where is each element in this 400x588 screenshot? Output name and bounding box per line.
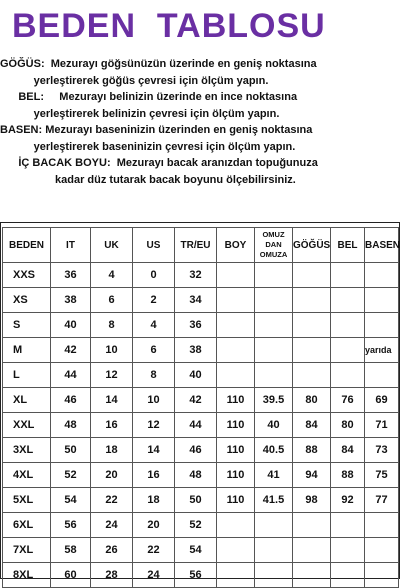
cell-it: 60 [51, 563, 91, 588]
table-row [3, 263, 399, 288]
cell-us: 10 [133, 388, 175, 413]
cell-height [217, 338, 255, 363]
cell-uk: 12 [91, 363, 133, 388]
cell-waist: 92 [331, 488, 365, 513]
cell-waist [331, 513, 365, 538]
cell-it: 46 [51, 388, 91, 413]
cell-height [217, 563, 255, 588]
cell-it: 42 [51, 338, 91, 363]
cell-shoulder: 40 [255, 413, 293, 438]
size-table [2, 227, 399, 588]
cell-it: 50 [51, 438, 91, 463]
guide-line-inseam-2: kadar düz tutarak bacak boyunu ölçebilirsiniz. [0, 173, 296, 186]
cell-shoulder: 41.5 [255, 488, 293, 513]
cell-height: 110 [217, 388, 255, 413]
cell-tr-eu: 40 [175, 363, 217, 388]
cell-tr-eu: 36 [175, 313, 217, 338]
cell-chest [293, 538, 331, 563]
cell-hip: 69 [365, 388, 399, 413]
cell-chest: 94 [293, 463, 331, 488]
cell-hip [365, 288, 399, 313]
cell-size: 3XL [3, 438, 51, 463]
cell-us: 0 [133, 263, 175, 288]
cell-shoulder: 39.5 [255, 388, 293, 413]
cell-uk: 18 [91, 438, 133, 463]
cell-it: 52 [51, 463, 91, 488]
cell-size: 6XL [3, 513, 51, 538]
cell-us: 22 [133, 538, 175, 563]
cell-chest: 98 [293, 488, 331, 513]
table-row [3, 438, 399, 463]
table-row [3, 513, 399, 538]
guide-line-waist-2: yerleştirerek belinizin çevresi için ölçüm yapın. [0, 107, 280, 120]
guide-line-chest-2: yerleştirerek göğüs çevresi için ölçüm yapın. [0, 74, 269, 87]
header-us: US [133, 228, 175, 263]
table-row [3, 538, 399, 563]
cell-shoulder [255, 338, 293, 363]
cell-hip [365, 313, 399, 338]
cell-waist: 88 [331, 463, 365, 488]
cell-height [217, 538, 255, 563]
cell-size: S [3, 313, 51, 338]
cell-height [217, 263, 255, 288]
cell-shoulder: 41 [255, 463, 293, 488]
cell-height [217, 363, 255, 388]
cell-shoulder [255, 363, 293, 388]
cell-waist [331, 363, 365, 388]
cell-us: 14 [133, 438, 175, 463]
cell-hip [365, 513, 399, 538]
cell-chest: 84 [293, 413, 331, 438]
cell-shoulder [255, 263, 293, 288]
cell-us: 16 [133, 463, 175, 488]
header-shoulder: OMUZ DAN OMUZA [255, 228, 293, 263]
page-title: BEDEN TABLOSU [12, 7, 326, 45]
cell-waist [331, 263, 365, 288]
cell-hip: 71 [365, 413, 399, 438]
table-row [3, 563, 399, 588]
header-height: BOY [217, 228, 255, 263]
cell-shoulder [255, 313, 293, 338]
cell-waist [331, 288, 365, 313]
cell-chest: 80 [293, 388, 331, 413]
cell-height: 110 [217, 438, 255, 463]
header-waist: BEL [331, 228, 365, 263]
cell-us: 12 [133, 413, 175, 438]
cell-chest: 88 [293, 438, 331, 463]
cell-uk: 14 [91, 388, 133, 413]
cell-shoulder [255, 513, 293, 538]
cell-hip: 75 [365, 463, 399, 488]
cell-hip [365, 263, 399, 288]
cell-size: L [3, 363, 51, 388]
cell-hip [365, 538, 399, 563]
cell-size: XXL [3, 413, 51, 438]
cell-tr-eu: 46 [175, 438, 217, 463]
cell-uk: 4 [91, 263, 133, 288]
cell-size: 4XL [3, 463, 51, 488]
cell-uk: 20 [91, 463, 133, 488]
cell-uk: 26 [91, 538, 133, 563]
cell-height [217, 313, 255, 338]
cell-shoulder: 40.5 [255, 438, 293, 463]
guide-line-chest-1: GÖĞÜS: Mezurayı göğsünüzün üzerinde en geniş noktasına [0, 58, 317, 70]
cell-waist: 76 [331, 388, 365, 413]
cell-tr-eu: 48 [175, 463, 217, 488]
cell-chest [293, 288, 331, 313]
header-hip: BASEN [365, 228, 399, 263]
cell-size: XXS [3, 263, 51, 288]
cell-it: 36 [51, 263, 91, 288]
cell-uk: 22 [91, 488, 133, 513]
cell-hip [365, 563, 399, 588]
cell-uk: 24 [91, 513, 133, 538]
cell-tr-eu: 44 [175, 413, 217, 438]
guide-line-inseam-1: İÇ BACAK BOYU: Mezurayı bacak aranızdan topuğunuza [0, 157, 318, 169]
cell-it: 38 [51, 288, 91, 313]
cell-chest [293, 338, 331, 363]
cell-waist: 80 [331, 413, 365, 438]
cell-waist [331, 538, 365, 563]
table-row [3, 413, 399, 438]
cell-waist [331, 313, 365, 338]
cell-it: 48 [51, 413, 91, 438]
cell-hip: 77 [365, 488, 399, 513]
cell-tr-eu: 54 [175, 538, 217, 563]
cell-tr-eu: 38 [175, 338, 217, 363]
cell-tr-eu: 42 [175, 388, 217, 413]
cell-height: 110 [217, 413, 255, 438]
cell-it: 40 [51, 313, 91, 338]
cell-size: 5XL [3, 488, 51, 513]
table-row [3, 388, 399, 413]
cell-shoulder [255, 538, 293, 563]
cell-size: M [3, 338, 51, 363]
cell-us: 8 [133, 363, 175, 388]
cell-us: 2 [133, 288, 175, 313]
cell-size: XS [3, 288, 51, 313]
table-row [3, 363, 399, 388]
cell-shoulder [255, 563, 293, 588]
header-tr-eu: TR/EU [175, 228, 217, 263]
cell-chest [293, 363, 331, 388]
table-row [3, 313, 399, 338]
cell-hip: 73 [365, 438, 399, 463]
header-it: IT [51, 228, 91, 263]
cell-tr-eu: 34 [175, 288, 217, 313]
cell-chest [293, 563, 331, 588]
table-row [3, 288, 399, 313]
cell-size: 8XL [3, 563, 51, 588]
cell-waist [331, 338, 365, 363]
header-chest: GÖĞÜS [293, 228, 331, 263]
cell-uk: 8 [91, 313, 133, 338]
cell-height: 110 [217, 488, 255, 513]
cell-hip: yarıda [365, 338, 399, 363]
cell-us: 20 [133, 513, 175, 538]
cell-uk: 28 [91, 563, 133, 588]
cell-uk: 10 [91, 338, 133, 363]
cell-waist [331, 563, 365, 588]
cell-size: XL [3, 388, 51, 413]
table-row [3, 463, 399, 488]
cell-uk: 6 [91, 288, 133, 313]
guide-line-hip-2: yerleştirerek baseninizin çevresi için ölçüm yapın. [0, 140, 296, 153]
cell-it: 56 [51, 513, 91, 538]
cell-us: 6 [133, 338, 175, 363]
cell-chest [293, 513, 331, 538]
table-header-row [3, 228, 399, 263]
cell-chest [293, 313, 331, 338]
table-row [3, 488, 399, 513]
cell-uk: 16 [91, 413, 133, 438]
cell-chest [293, 263, 331, 288]
cell-hip [365, 363, 399, 388]
measurement-guide [0, 56, 400, 188]
cell-tr-eu: 52 [175, 513, 217, 538]
cell-tr-eu: 56 [175, 563, 217, 588]
cell-it: 44 [51, 363, 91, 388]
guide-line-hip-1: BASEN: Mezurayı baseninizin üzerinden en geniş noktasına [0, 124, 313, 136]
table-row [3, 338, 399, 363]
cell-tr-eu: 32 [175, 263, 217, 288]
header-size: BEDEN [3, 228, 51, 263]
cell-height [217, 513, 255, 538]
cell-waist: 84 [331, 438, 365, 463]
cell-us: 4 [133, 313, 175, 338]
cell-size: 7XL [3, 538, 51, 563]
cell-tr-eu: 50 [175, 488, 217, 513]
guide-line-waist-1: BEL: Mezurayı belinizin üzerinde en ince noktasına [0, 91, 298, 103]
cell-us: 24 [133, 563, 175, 588]
cell-us: 18 [133, 488, 175, 513]
cell-height [217, 288, 255, 313]
header-uk: UK [91, 228, 133, 263]
cell-shoulder [255, 288, 293, 313]
cell-it: 54 [51, 488, 91, 513]
cell-it: 58 [51, 538, 91, 563]
cell-height: 110 [217, 463, 255, 488]
